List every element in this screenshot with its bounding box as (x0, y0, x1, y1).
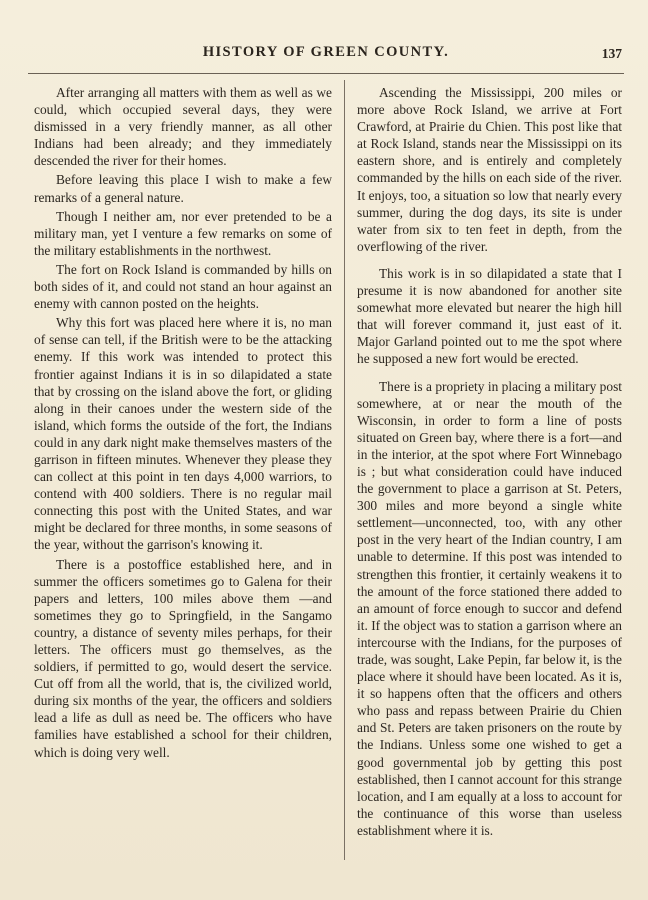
column-divider (344, 80, 345, 860)
paragraph: There is a postoffice established here, and in summer the officers sometimes go to Galena for their papers and letters, 100 miles above them —and sometimes they go to Springfield, in the Sangamo country, a distance of seventy miles perhaps, for their letters. The officers must go themselves, as the soldiers, if permitted to go, would desert the service. Cut off from all the world, that is, the civilized world, during six months of the year, the officers and soldiers lead a life as dull as need be. The officers who have families have established a school for their children, which is doing very well. (34, 556, 332, 760)
paragraph: Ascending the Mississippi, 200 miles or more above Rock Island, we arrive at Fort Crawford, at Prairie du Chien. This post like that at Rock Island, stands near the Mississippi on its eastern shore, and is entirely and completely commanded by the hills on each side of the river. It enjoys, too, a situation so low that nearly every summer, during the dog days, its site is under water from six to ten feet in depth, from the overflowing of the river. (357, 85, 622, 254)
paragraph: Before leaving this place I wish to make a few remarks of a general nature. (34, 172, 332, 205)
header-rule (28, 73, 624, 74)
paragraph: Why this fort was placed here where it is, no man of sense can tell, if the British were to be the attacking enemy. If this work was intended to protect this frontier against Indians it is in so dilapidated a state that by crossing on the island above the fort, or gliding along in their canoes under the western side of the island, which forms the outside of the fort, the Indians could in any dark night make themselves masters of the garrison in fifteen minutes. Whenever they please they can collect at this point in ten days 4,000 warriors, to contend with 400 soldiers. There is no regular mail connecting this post with the United States, and war might be declared for three months, in some seasons of the year, without the garrison's knowing it. (34, 315, 332, 553)
left-column (34, 84, 332, 763)
paragraph: There is a propriety in placing a military post somewhere, at or near the mouth of the Wisconsin, in order to form a line of posts situated on Green bay, where there is a fort—and in the interior, at the spot where Fort Winnebago is ; but what consideration could have induced the government to place a garrison at St. Peters, 300 miles and more beyond a single white settlement—unconnected, too, with any other post in the very heart of the Indian country, I am unable to determine. If this post was intended to strengthen this frontier, it certainly weakens it to the amount of the force stationed there added to an amount of force enough to succor and defend it. If the object was to station a garrison where an intercourse with the Indians, for the purposes of trade, was sought, Lake Pepin, far below it, is the place where it should have been located. As it is, it so happens often that the officers and others who pass and repass between Prairie du Chien and St. Peters are taken prisoners on the route by the Indians. Unless some one wished to get a good governmental job by getting this post established, then I cannot account for this strange location, and I am equally at a loss to account for the continuance of this worse than useless establishment where it is. (357, 378, 622, 838)
paragraph: This work is in so dilapidated a state that I presume it is now abandoned for another site somewhat more elevated but nearer the high hill that will forever command it, just east of it. Major Garland pointed out to me the spot where he supposed a new fort would be erected. (357, 265, 622, 367)
paragraph: Though I neither am, nor ever pretended to be a military man, yet I venture a few remarks on some of the military establishments in the northwest. (34, 208, 332, 258)
right-column (357, 84, 622, 849)
running-title: HISTORY OF GREEN COUNTY. (202, 44, 450, 60)
paragraph: After arranging all matters with them as well as we could, which occupied several days, they were dismissed in a very friendly manner, as all other Indians had been already; and they immediately descended the river for their homes. (34, 85, 332, 169)
paragraph: The fort on Rock Island is commanded by hills on both sides of it, and could not stand an hour against an enemy with cannon posted on the heights. (34, 261, 332, 312)
page-number: 137 (601, 46, 622, 61)
running-head (30, 44, 622, 68)
